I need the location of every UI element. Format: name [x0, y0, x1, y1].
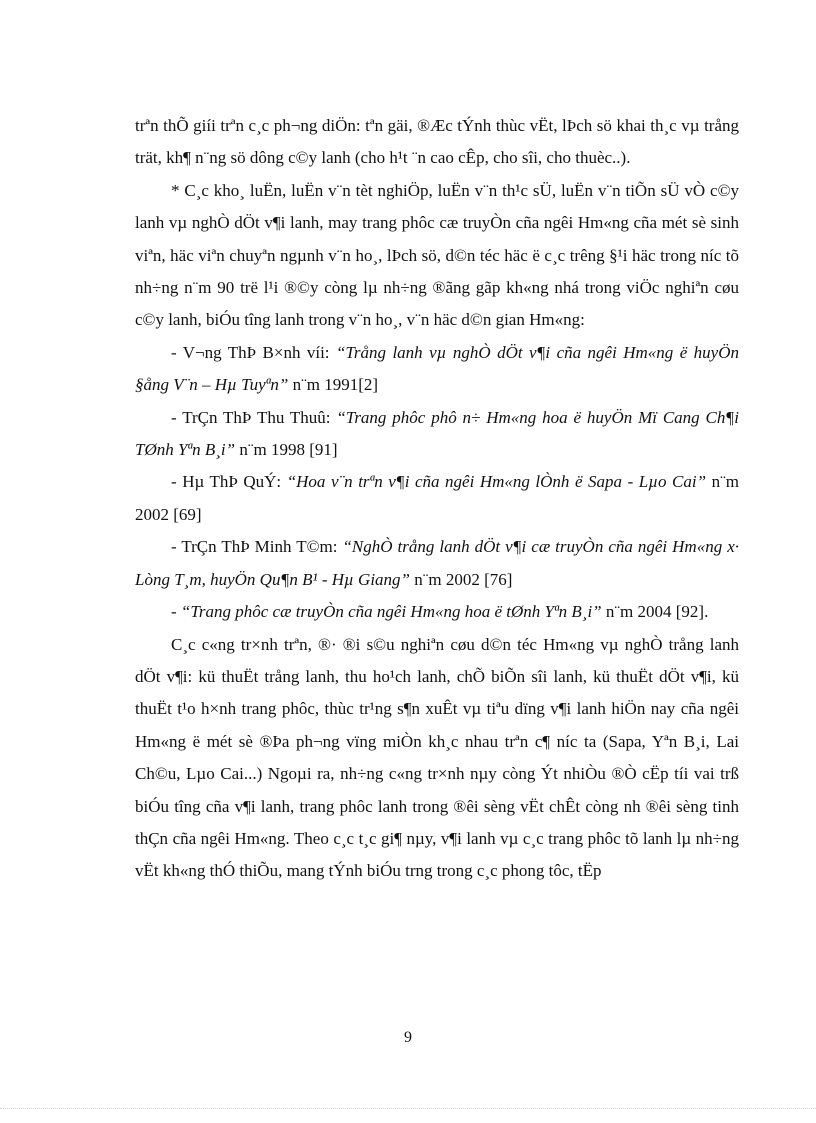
reference-author: - — [171, 602, 181, 622]
reference-year: n¨m 2002 [76] — [410, 569, 513, 589]
reference-item — [135, 531, 739, 596]
reference-title: “Trang phôc phô n÷ Hm«ng hoa ë huyÖn Mï Cang Ch¶i TØnh Yªn B¸i” — [135, 407, 739, 460]
reference-author: - Hµ ThÞ QuÝ: — [171, 472, 287, 492]
paragraph-theses: * C¸c kho¸ luËn, luËn v¨n tèt nghiÖp, luËn v¨n th¹c sÜ, luËn v¨n tiÕn sÜ vÒ c©y lanh vµ nghÒ dÖt v¶i lanh, may trang phôc cæ truyÒn cña ngêi Hm«ng cña mét sè sinh viªn, häc viªn chuyªn ngµnh v¨n ho¸, lÞch sö, d©n téc häc ë c¸c trêng §¹i häc trong níc tõ nh÷ng n¨m 90 trë l¹i ®©y còng lµ nh÷ng ®ãng gãp kh«ng nhá trong viÖc nghiªn cøu c©y lanh, biÓu tîng lanh trong v¨n ho¸, v¨n häc d©n gian Hm«ng: — [135, 180, 739, 330]
reference-item — [135, 466, 739, 531]
reference-item — [135, 337, 739, 402]
reference-title: “Trång lanh vµ nghÒ dÖt v¶i cña ngêi Hm«ng ë huyÖn §ång V¨n – Hµ Tuyªn” — [135, 342, 739, 395]
reference-year: n¨m 1991[2] — [288, 375, 379, 395]
reference-title: “NghÒ trång lanh dÖt v¶i cæ truyÒn cña ngêi Hm«ng x· Lòng T¸m, huyÖn Qu¶n B¹ - Hµ Giang” — [135, 537, 739, 589]
reference-item — [135, 596, 739, 628]
reference-author: - V¬ng ThÞ B×nh víi: — [171, 342, 336, 362]
reference-title: “Trang phôc cæ truyÒn cña ngêi Hm«ng hoa ë tØnh Yªn B¸i” — [180, 602, 602, 622]
page-number: 9 — [404, 1029, 412, 1046]
reference-author: - TrÇn ThÞ Thu Thuû: — [171, 407, 337, 427]
reference-author: - TrÇn ThÞ Minh T©m: — [171, 537, 343, 557]
reference-item — [135, 402, 739, 467]
reference-title: “Hoa v¨n trªn v¶i cña ngêi Hm«ng lÒnh ë Sapa - Lµo Cai” — [286, 472, 707, 492]
document-body — [135, 110, 739, 888]
paragraph-summary: C¸c c«ng tr×nh trªn, ®· ®i s©u nghiªn cøu d©n téc Hm«ng vµ nghÒ trång lanh dÖt v¶i: kü thuËt trång lanh, thu ho¹ch lanh, chÕ biÕn sîi lanh, kü thuËt dÖt v¶i, kü thuËt t¹o h×nh trang phôc, thùc tr¹ng s¶n xuÊt vµ tiªu dïng v¶i lanh hiÖn nay cña ngêi Hm«ng ë mét sè ®Þa ph¬ng vïng miÒn kh¸c nhau trªn c¶ níc ta (Sapa, Yªn B¸i, Lai Ch©u, Lµo Cai...) Ngoµi ra, nh÷ng c«ng tr×nh nµy còng Ýt nhiÒu ®Ò cËp tíi vai trß biÓu tîng cña v¶i lanh, trang phôc lanh trong ®êi sèng vËt chÊt còng nh ®êi sèng tinh thÇn cña ngêi Hm«ng. Theo c¸c t¸c gi¶ nµy, v¶i lanh vµ c¸c trang phôc tõ lanh lµ nh÷ng vËt kh«ng thÓ thiÕu, mang tÝnh biÓu trng trong c¸c phong tôc, tËp — [135, 634, 739, 881]
reference-year: n¨m 2002 [69] — [135, 472, 739, 524]
reference-year: n¨m 1998 [91] — [235, 440, 338, 460]
page-bottom-divider — [0, 1108, 816, 1109]
reference-year: n¨m 2004 [92]. — [601, 602, 709, 622]
paragraph-intro: trªn thÕ giíi trªn c¸c ph¬ng diÖn: tªn gäi, ®Æc tÝnh thùc vËt, lÞch sö khai th¸c vµ trång trät, kh¶ n¨ng sö dông c©y lanh (cho h¹t ¨n cao cÊp, cho sîi, cho thuèc..). — [135, 116, 739, 168]
